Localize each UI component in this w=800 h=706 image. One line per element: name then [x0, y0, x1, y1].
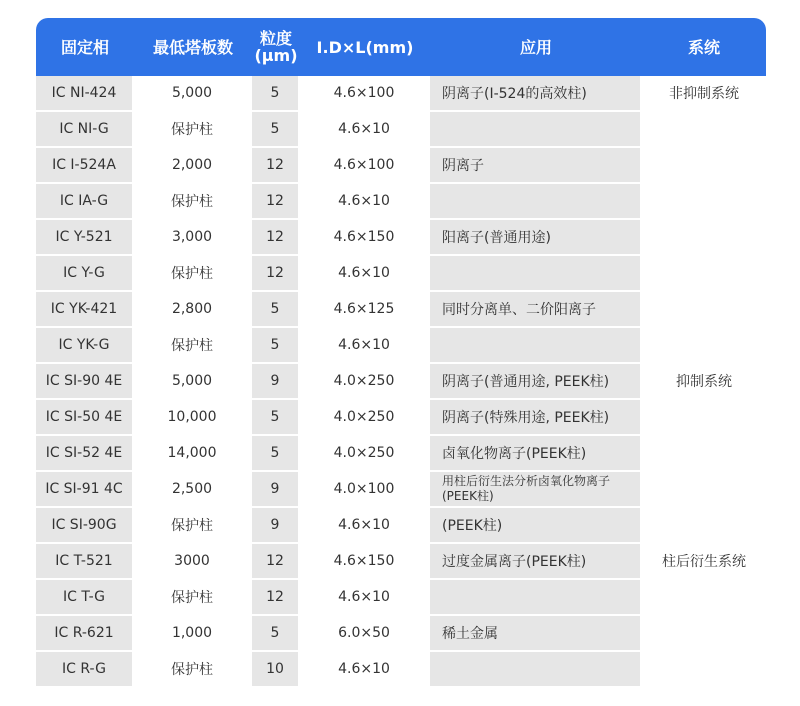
cell-particle: 12	[252, 184, 300, 220]
cell-system	[642, 292, 766, 328]
cell-column: IC R-621	[36, 616, 134, 652]
cell-plates: 2,000	[134, 148, 252, 184]
cell-particle: 12	[252, 256, 300, 292]
cell-column: IC SI-52 4E	[36, 436, 134, 472]
cell-plates: 保护柱	[134, 256, 252, 292]
cell-particle: 5	[252, 436, 300, 472]
cell-particle: 12	[252, 220, 300, 256]
table-body	[36, 76, 766, 688]
cell-system	[642, 580, 766, 616]
cell-particle: 12	[252, 544, 300, 580]
cell-dimensions: 4.6×10	[300, 256, 430, 292]
cell-system	[642, 616, 766, 652]
cell-system	[642, 184, 766, 220]
cell-dimensions: 4.6×150	[300, 220, 430, 256]
table-row	[36, 184, 766, 220]
cell-plates: 2,500	[134, 472, 252, 508]
table-row	[36, 580, 766, 616]
cell-application: 阴离子(I-524的高效柱)	[430, 76, 642, 112]
cell-application	[430, 328, 642, 364]
table-row	[36, 508, 766, 544]
cell-column: IC T-G	[36, 580, 134, 616]
table-row	[36, 256, 766, 292]
cell-system	[642, 148, 766, 184]
cell-system: 柱后衍生系统	[642, 544, 766, 580]
cell-system: 非抑制系统	[642, 76, 766, 112]
cell-dimensions: 4.6×10	[300, 184, 430, 220]
cell-particle: 5	[252, 76, 300, 112]
cell-application: 阴离子(特殊用途, PEEK柱)	[430, 400, 642, 436]
cell-column: IC YK-421	[36, 292, 134, 328]
cell-column: IC R-G	[36, 652, 134, 688]
cell-dimensions: 4.6×10	[300, 112, 430, 148]
cell-particle: 9	[252, 508, 300, 544]
header-system: 系统	[687, 37, 720, 57]
cell-system	[642, 328, 766, 364]
cell-system	[642, 220, 766, 256]
table-row	[36, 472, 766, 508]
cell-dimensions: 4.6×10	[300, 328, 430, 364]
cell-application: 用柱后衍生法分析卤氧化物离子 (PEEK柱)	[430, 472, 642, 508]
cell-application: 同时分离单、二价阳离子	[430, 292, 642, 328]
cell-system	[642, 400, 766, 436]
table-row	[36, 364, 766, 400]
cell-particle: 5	[252, 328, 300, 364]
cell-application	[430, 112, 642, 148]
cell-plates: 2,800	[134, 292, 252, 328]
cell-column: IC SI-50 4E	[36, 400, 134, 436]
cell-column: IC SI-90G	[36, 508, 134, 544]
cell-column: IC I-524A	[36, 148, 134, 184]
cell-plates: 保护柱	[134, 328, 252, 364]
cell-plates: 3000	[134, 544, 252, 580]
cell-plates: 5,000	[134, 364, 252, 400]
cell-column: IC NI-G	[36, 112, 134, 148]
header-column: 固定相	[60, 37, 109, 57]
cell-application	[430, 580, 642, 616]
cell-dimensions: 4.6×150	[300, 544, 430, 580]
cell-particle: 5	[252, 292, 300, 328]
cell-column: IC SI-91 4C	[36, 472, 134, 508]
table-row	[36, 292, 766, 328]
cell-column: IC Y-521	[36, 220, 134, 256]
cell-column: IC T-521	[36, 544, 134, 580]
table-row	[36, 652, 766, 688]
cell-application: 稀土金属	[430, 616, 642, 652]
table-row	[36, 76, 766, 112]
cell-dimensions: 4.0×100	[300, 472, 430, 508]
cell-system	[642, 436, 766, 472]
cell-plates: 保护柱	[134, 112, 252, 148]
cell-particle: 12	[252, 580, 300, 616]
cell-system	[642, 256, 766, 292]
cell-column: IC YK-G	[36, 328, 134, 364]
cell-application: (PEEK柱)	[430, 508, 642, 544]
table-row	[36, 436, 766, 472]
cell-plates: 1,000	[134, 616, 252, 652]
cell-application: 卤氧化物离子(PEEK柱)	[430, 436, 642, 472]
cell-application: 过度金属离子(PEEK柱)	[430, 544, 642, 580]
table-header	[36, 18, 766, 76]
cell-particle: 12	[252, 148, 300, 184]
header-particle: 粒度 (μm)	[254, 29, 298, 65]
cell-application: 阳离子(普通用途)	[430, 220, 642, 256]
cell-dimensions: 4.6×125	[300, 292, 430, 328]
cell-particle: 10	[252, 652, 300, 688]
cell-application	[430, 256, 642, 292]
cell-dimensions: 4.6×100	[300, 76, 430, 112]
table-row	[36, 400, 766, 436]
cell-dimensions: 4.0×250	[300, 364, 430, 400]
cell-column: IC Y-G	[36, 256, 134, 292]
cell-dimensions: 4.6×10	[300, 508, 430, 544]
cell-plates: 保护柱	[134, 580, 252, 616]
cell-system	[642, 112, 766, 148]
cell-particle: 9	[252, 472, 300, 508]
cell-application	[430, 652, 642, 688]
cell-particle: 9	[252, 364, 300, 400]
cell-plates: 14,000	[134, 436, 252, 472]
table-row	[36, 220, 766, 256]
cell-system	[642, 508, 766, 544]
cell-system: 抑制系统	[642, 364, 766, 400]
table-row	[36, 148, 766, 184]
cell-system	[642, 652, 766, 688]
cell-application	[430, 184, 642, 220]
cell-column: IC NI-424	[36, 76, 134, 112]
table-row	[36, 544, 766, 580]
cell-plates: 10,000	[134, 400, 252, 436]
cell-dimensions: 4.6×10	[300, 580, 430, 616]
header-application: 应用	[519, 37, 552, 57]
cell-column: IC IA-G	[36, 184, 134, 220]
cell-column: IC SI-90 4E	[36, 364, 134, 400]
cell-plates: 保护柱	[134, 652, 252, 688]
cell-particle: 5	[252, 400, 300, 436]
cell-dimensions: 4.6×100	[300, 148, 430, 184]
cell-particle: 5	[252, 112, 300, 148]
cell-dimensions: 4.0×250	[300, 436, 430, 472]
ic-column-table	[36, 18, 766, 688]
header-dimensions: I.D×L(mm)	[316, 37, 414, 57]
cell-particle: 5	[252, 616, 300, 652]
cell-dimensions: 6.0×50	[300, 616, 430, 652]
cell-application: 阴离子(普通用途, PEEK柱)	[430, 364, 642, 400]
cell-plates: 5,000	[134, 76, 252, 112]
table-row	[36, 328, 766, 364]
header-plates: 最低塔板数	[152, 37, 233, 57]
cell-plates: 保护柱	[134, 184, 252, 220]
cell-application: 阴离子	[430, 148, 642, 184]
table-row	[36, 616, 766, 652]
cell-system	[642, 472, 766, 508]
cell-dimensions: 4.0×250	[300, 400, 430, 436]
table-row	[36, 112, 766, 148]
cell-plates: 保护柱	[134, 508, 252, 544]
cell-dimensions: 4.6×10	[300, 652, 430, 688]
cell-plates: 3,000	[134, 220, 252, 256]
